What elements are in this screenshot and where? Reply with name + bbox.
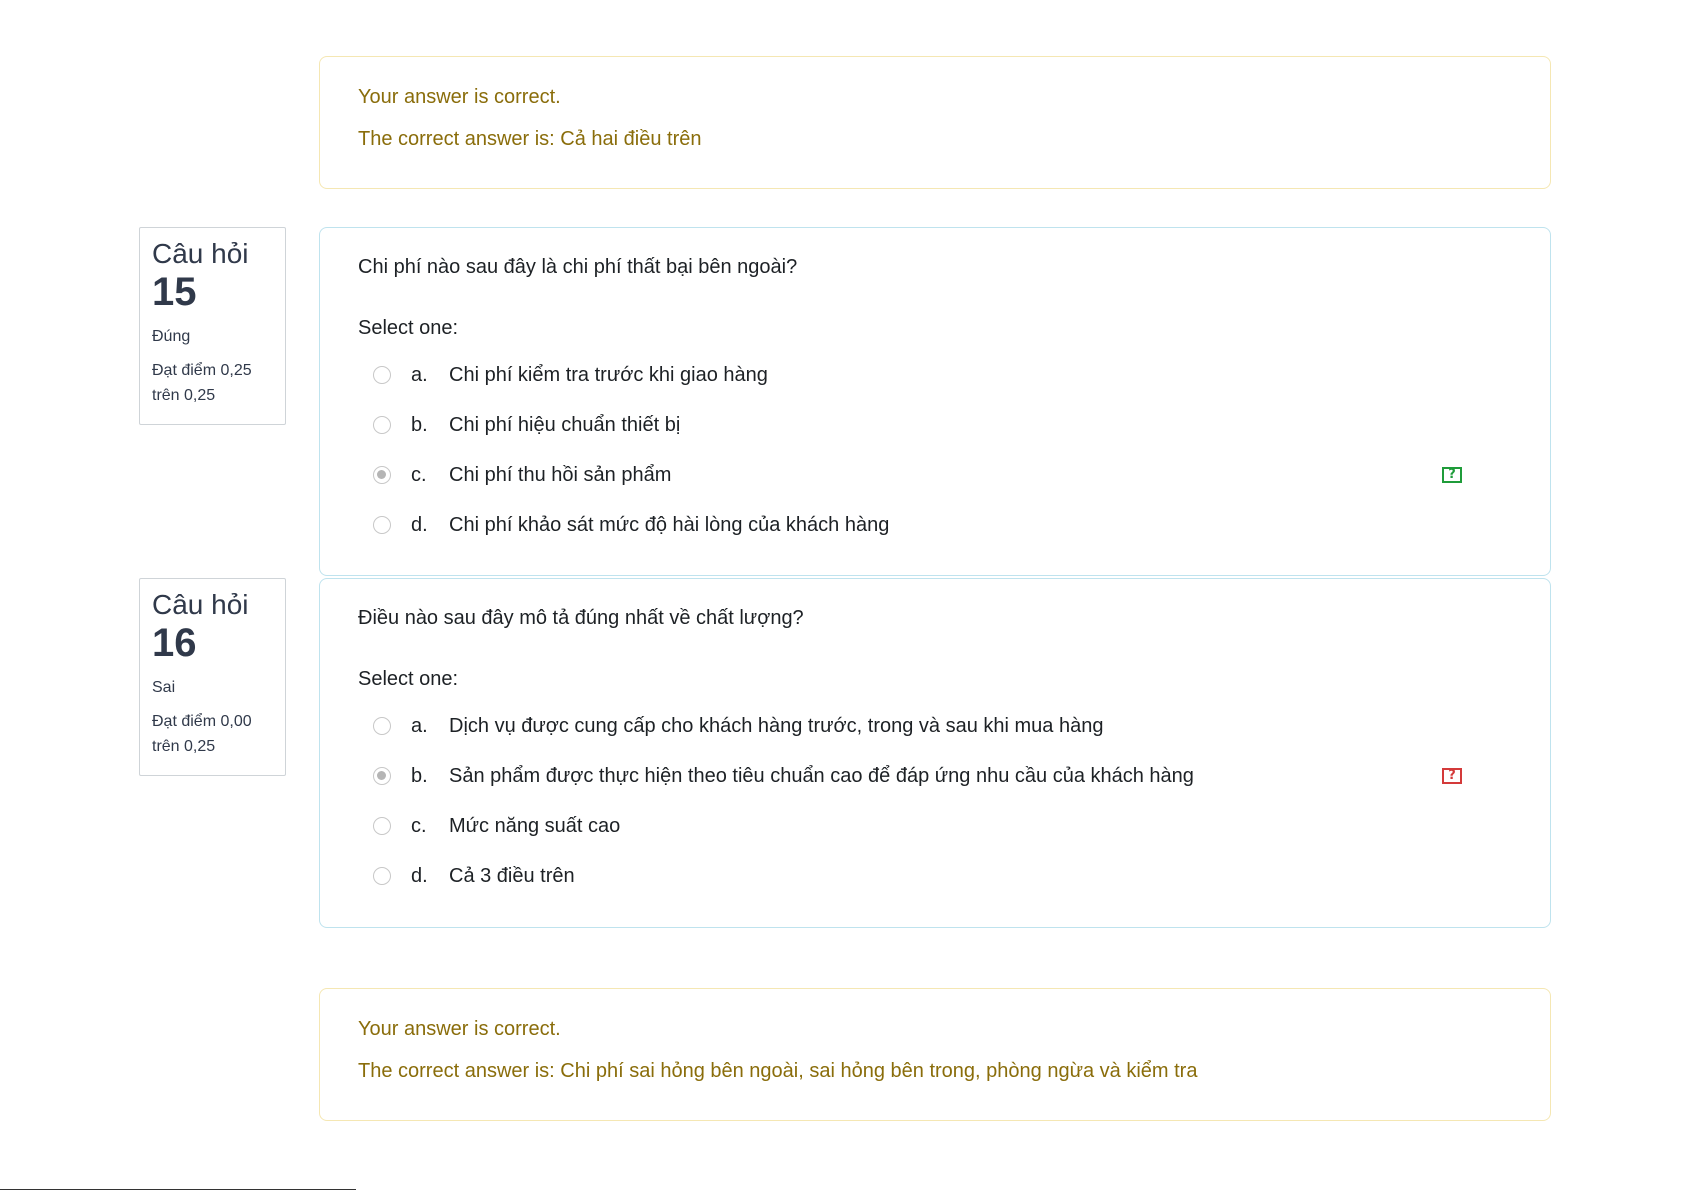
answer-text: Chi phí khảo sát mức độ hài lòng của khách hàng	[449, 513, 890, 536]
answer-letter: d.	[411, 513, 428, 536]
question-number: 16	[152, 621, 197, 665]
answer-letter: c.	[411, 463, 427, 486]
answer-option-c[interactable]	[358, 450, 1512, 500]
question-text: Điều nào sau đây mô tả đúng nhất về chất lượng?	[358, 607, 804, 629]
incorrect-mark-icon: ?	[1442, 768, 1462, 784]
answer-letter: a.	[411, 714, 428, 737]
select-prompt: Select one:	[358, 668, 459, 690]
answer-letter: b.	[411, 413, 428, 436]
answer-option-b[interactable]	[358, 400, 1512, 450]
radio-button[interactable]	[373, 366, 391, 384]
question-content-15	[319, 227, 1551, 576]
radio-button-selected[interactable]	[373, 466, 391, 484]
question-state: Đúng	[152, 328, 191, 345]
answer-letter: c.	[411, 814, 427, 837]
question-grade: Đạt điểm 0,00 trên 0,25	[152, 713, 252, 755]
radio-button[interactable]	[373, 416, 391, 434]
answer-text: Dịch vụ được cung cấp cho khách hàng trước, trong và sau khi mua hàng	[449, 714, 1104, 737]
question-info-15	[139, 227, 286, 425]
answer-option-a[interactable]	[358, 701, 1512, 751]
answer-list	[358, 350, 1512, 550]
answer-text: Cả 3 điều trên	[449, 864, 575, 887]
feedback-box-bottom	[319, 988, 1551, 1121]
feedback-box-top	[319, 56, 1551, 189]
question-text: Chi phí nào sau đây là chi phí thất bại bên ngoài?	[358, 256, 798, 278]
feedback-status: Your answer is correct.	[358, 86, 561, 108]
question-grade: Đạt điểm 0,25 trên 0,25	[152, 362, 252, 404]
answer-text: Mức năng suất cao	[449, 814, 621, 837]
feedback-correct-answer: The correct answer is: Chi phí sai hỏng bên ngoài, sai hỏng bên trong, phòng ngừa và kiểm tra	[358, 1060, 1198, 1082]
answer-letter: a.	[411, 363, 428, 386]
question-content-16	[319, 578, 1551, 928]
question-label: Câu hỏi	[152, 238, 249, 269]
answer-list	[358, 701, 1512, 901]
question-info-16	[139, 578, 286, 776]
page-bottom-divider	[0, 1189, 356, 1190]
answer-text: Chi phí kiểm tra trước khi giao hàng	[449, 363, 768, 386]
answer-option-a[interactable]	[358, 350, 1512, 400]
radio-button[interactable]	[373, 817, 391, 835]
radio-button[interactable]	[373, 867, 391, 885]
answer-text: Chi phí thu hồi sản phẩm	[449, 463, 672, 486]
question-number: 15	[152, 270, 197, 314]
feedback-correct-answer: The correct answer is: Cả hai điều trên	[358, 128, 702, 150]
answer-option-d[interactable]	[358, 500, 1512, 550]
radio-button[interactable]	[373, 516, 391, 534]
answer-text: Chi phí hiệu chuẩn thiết bị	[449, 413, 681, 436]
select-prompt: Select one:	[358, 317, 459, 339]
question-label: Câu hỏi	[152, 589, 249, 620]
answer-option-d[interactable]	[358, 851, 1512, 901]
answer-letter: d.	[411, 864, 428, 887]
radio-button[interactable]	[373, 717, 391, 735]
feedback-status: Your answer is correct.	[358, 1018, 561, 1040]
correct-mark-icon: ?	[1442, 467, 1462, 483]
question-state: Sai	[152, 679, 176, 696]
answer-letter: b.	[411, 764, 428, 787]
answer-option-b[interactable]	[358, 751, 1512, 801]
answer-text: Sản phẩm được thực hiện theo tiêu chuẩn cao để đáp ứng nhu cầu của khách hàng	[449, 764, 1194, 787]
radio-button-selected[interactable]	[373, 767, 391, 785]
answer-option-c[interactable]	[358, 801, 1512, 851]
